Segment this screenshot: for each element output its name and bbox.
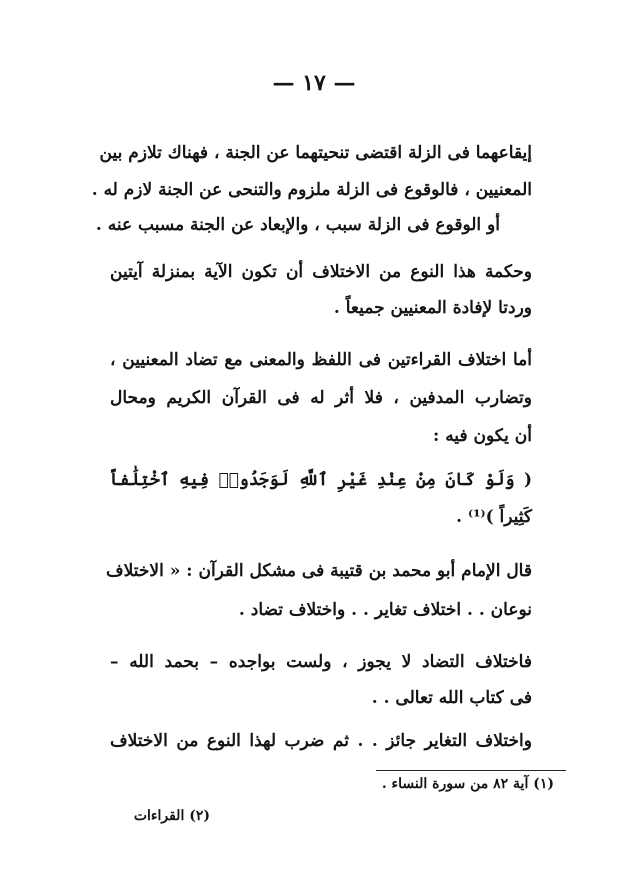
paragraph-5-line-2: فى كتاب الله تعالى . .: [371, 688, 532, 708]
paragraph-3-line-3: أن يكون فيه :: [433, 426, 532, 446]
paragraph-2-line-1: وحكمة هذا النوع من الاختلاف أن تكون الآية بمنزلة آيتين: [110, 262, 532, 282]
paragraph-2-line-2: وردتا لإفادة المعنيين جميعاً .: [333, 298, 532, 318]
paragraph-3-line-2: وتضارب المدفين ، فلا أثر له فى القرآن الكريم ومحال: [110, 388, 532, 408]
paragraph-1-line-1: إيقاعهما فى الزلة اقتضى تنحيتهما عن الجنة ، فهناك تلازم بين: [99, 143, 532, 163]
paragraph-1-line-3: أو الوقوع فى الزلة سبب ، والإبعاد عن الجنة مسبب عنه .: [95, 215, 500, 235]
paragraph-3-line-1: أما اختلاف القراءتين فى اللفظ والمعنى مع تضاد المعنيين ،: [110, 350, 532, 370]
paragraph-1-line-2: المعنيين ، فالوقوع فى الزلة ملزوم والتنحى عن الجنة لازم له .: [91, 180, 532, 200]
paragraph-5-line-1: فاختلاف التضاد لا يجوز ، ولست بواجده – بحمد الله –: [110, 652, 532, 672]
paragraph-4-line-1: قال الإمام أبو محمد بن قتيبة فى مشكل القرآن : « الاختلاف: [105, 561, 532, 581]
verse-line-1: ( وَلَوْ كَانَ مِنْ عِنْدِ غَيْرِ ٱللَّهِ لَوَجَدُوا۟ فِيهِ ٱخْتِلَٰفاً: [110, 470, 532, 490]
paragraph-4-line-2: نوعان . . اختلاف تغاير . . واختلاف تضاد .: [238, 600, 532, 620]
paragraph-6-line-1: واختلاف التغاير جائز . . ثم ضرب لهذا النوع من الاختلاف: [110, 731, 532, 751]
signature-mark: (٢) القراءات: [133, 808, 210, 824]
footnote: (١) آية ٨٢ من سورة النساء .: [381, 776, 554, 792]
verse-line-2: كَثِيراً )⁽¹⁾ .: [456, 507, 532, 527]
footnote-divider: [376, 770, 566, 771]
page-number: — ١٧ —: [272, 70, 356, 96]
